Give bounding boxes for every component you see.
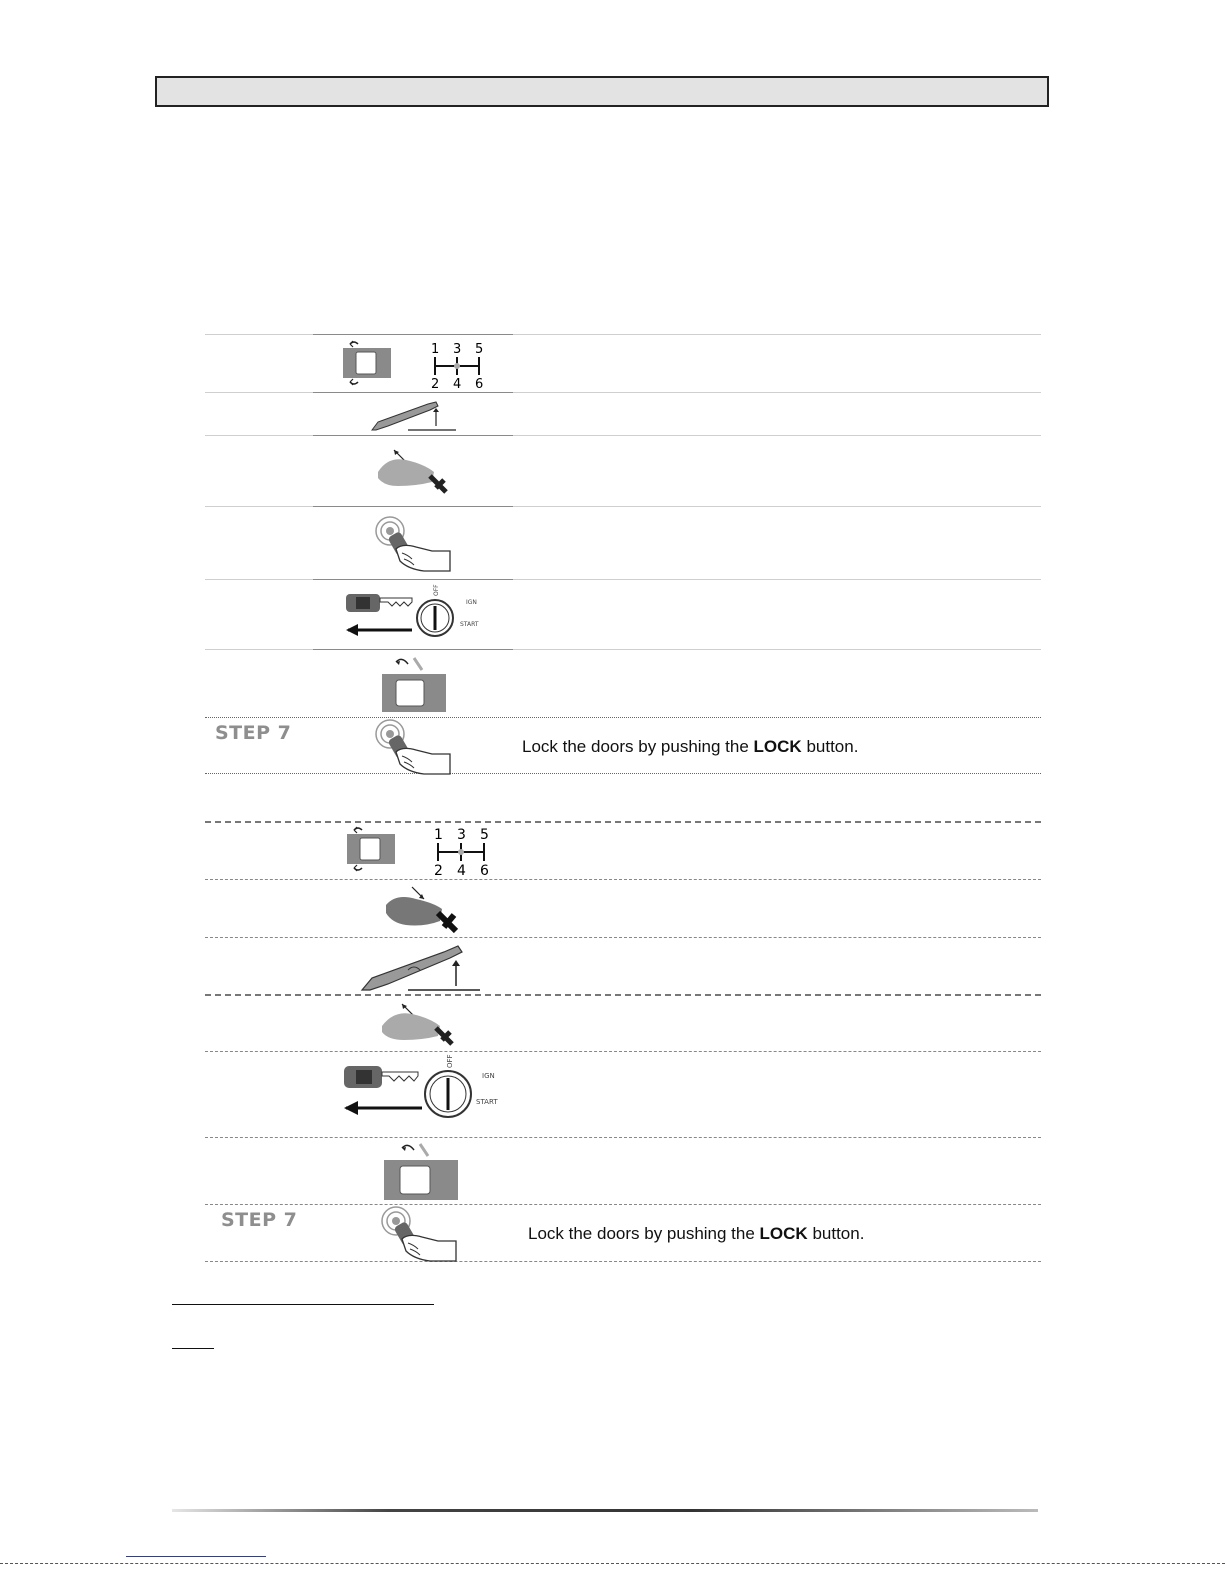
instruction-text: Lock the doors by pushing the <box>522 737 754 756</box>
note-underline <box>172 1348 214 1349</box>
svg-text:2: 2 <box>434 863 443 878</box>
row-divider <box>205 649 1041 650</box>
svg-text:5: 5 <box>475 342 484 357</box>
row-divider <box>205 1261 1041 1262</box>
row-divider <box>205 579 1041 580</box>
svg-text:6: 6 <box>480 863 489 878</box>
remote-hand-icon <box>372 513 456 573</box>
foot-brake-icon <box>382 883 464 935</box>
step-7-label: STEP 7 <box>215 722 292 744</box>
row-divider <box>205 717 1041 718</box>
svg-text:IGN: IGN <box>482 1072 495 1080</box>
remote-hand-icon <box>378 1203 462 1263</box>
gear-pattern-icon <box>428 826 494 878</box>
foot-pedal-icon <box>376 442 452 498</box>
row-divider <box>205 1137 1041 1138</box>
row-divider <box>205 994 1041 996</box>
row-divider <box>205 1204 1041 1205</box>
row-divider <box>205 435 1041 436</box>
svg-text:IGN: IGN <box>466 599 477 606</box>
row-divider <box>205 334 1041 335</box>
svg-text:START: START <box>460 621 479 628</box>
svg-text:2: 2 <box>431 377 440 392</box>
gear-label: 1 <box>431 342 440 357</box>
shift-panel-icon <box>340 338 400 390</box>
svg-text:1: 1 <box>434 827 443 843</box>
row-divider <box>205 879 1041 880</box>
svg-text:5: 5 <box>480 827 489 843</box>
shift-panel-icon <box>344 824 404 876</box>
instruction-text: button. <box>801 737 859 756</box>
page-link-underline[interactable] <box>126 1556 266 1557</box>
svg-text:OFF: OFF <box>433 584 440 596</box>
svg-text:3: 3 <box>457 827 466 843</box>
page-bottom-dashes <box>0 1563 1225 1564</box>
footer-rule <box>172 1509 1038 1512</box>
lock-keyword: LOCK <box>753 737 802 756</box>
gear-pattern-icon <box>425 340 489 392</box>
svg-text:OFF: OFF <box>446 1054 454 1068</box>
step-7-instruction <box>522 737 858 757</box>
svg-text:4: 4 <box>453 377 462 392</box>
row-divider <box>205 773 1041 774</box>
svg-text:START: START <box>476 1098 498 1106</box>
svg-text:4: 4 <box>457 863 466 878</box>
footnote-separator <box>172 1304 434 1305</box>
header-banner <box>155 76 1049 107</box>
remote-hand-icon <box>372 716 456 776</box>
instruction-text: button. <box>807 1224 865 1243</box>
key-ignition-icon <box>344 582 488 644</box>
lock-keyword: LOCK <box>759 1224 808 1243</box>
svg-text:3: 3 <box>453 342 462 357</box>
row-divider <box>205 1051 1041 1052</box>
step-7-label: STEP 7 <box>221 1209 298 1231</box>
foot-pedal-icon <box>380 998 460 1050</box>
handbrake-icon <box>368 396 458 432</box>
handbrake-icon <box>358 940 482 994</box>
key-ignition-icon <box>342 1054 502 1134</box>
release-button-icon <box>380 654 450 714</box>
row-divider <box>205 937 1041 938</box>
step-7-instruction <box>528 1224 864 1244</box>
release-button-icon <box>382 1140 460 1202</box>
instruction-text: Lock the doors by pushing the <box>528 1224 760 1243</box>
row-divider <box>205 506 1041 507</box>
row-divider <box>205 821 1041 823</box>
svg-text:6: 6 <box>475 377 484 392</box>
row-divider <box>205 392 1041 393</box>
